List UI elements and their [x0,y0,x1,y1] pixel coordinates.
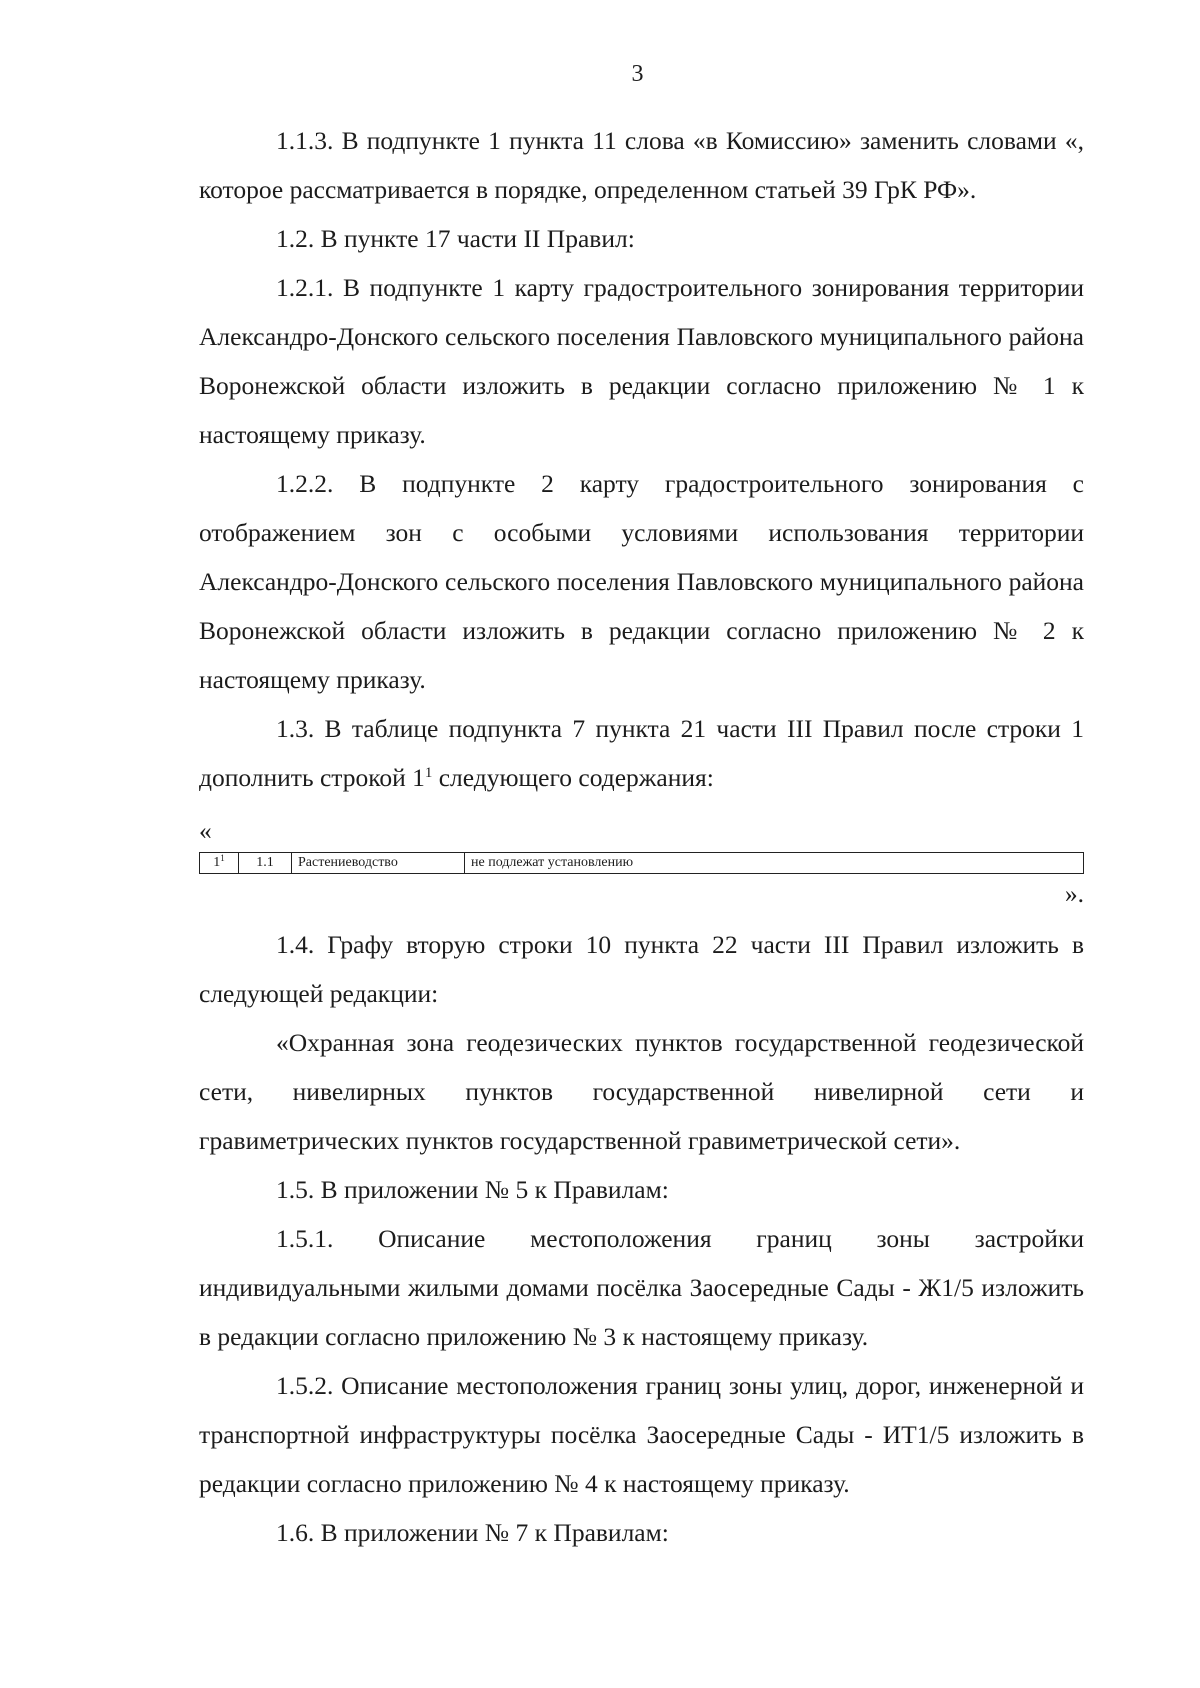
paragraph-1-3-text: 1.3. В таблице подпункта 7 пункта 21 части III Правил после строки 1 дополнить строкой 1 [199,714,1084,792]
paragraph-1-5-1: 1.5.1. Описание местоположения границ зоны застройки индивидуальными жилыми домами посёлка Заосередные Сады - Ж1/5 изложить в редакции согласно приложению № 3 к настоящему приказу. [199,1224,1084,1351]
paragraph-1-2-2: 1.2.2. В подпункте 2 карту градостроительного зонирования с отображением зон с особыми условиями использования территории Александро-Донского сельского поселения Павловского муниципального района Воронежской области изложить в редакции согласно приложению № 2 к настоящему приказу. [199,469,1084,694]
document-body [199,116,1084,1557]
table-cell-code: 1.1 [239,853,292,874]
table-cell-activity: Растениеводство [292,853,465,874]
quote-close-mark: ». [1064,879,1084,908]
quote-open-mark: « [199,816,212,845]
paragraph-1-5-2: 1.5.2. Описание местоположения границ зоны улиц, дорог, инженерной и транспортной инфраструктуры посёлка Заосередные Сады - ИТ1/5 изложить в редакции согласно приложению № 4 к настоящему приказу. [199,1371,1084,1498]
paragraph-1-6: 1.6. В приложении № 7 к Правилам: [276,1518,669,1547]
paragraph-1-5: 1.5. В приложении № 5 к Правилам: [276,1175,669,1204]
table-cell-number: $1^1$ [200,853,239,874]
paragraph-1-4-quote: «Охранная зона геодезических пунктов государственной геодезической сети, нивелирных пунктов государственной нивелирной сети и гравиметрических пунктов государственной гравиметрической сети». [199,1028,1084,1155]
superscript: 1 [424,765,433,781]
paragraph-1-3-tail: следующего содержания: [432,763,714,792]
paragraph-1-3 [199,704,1084,802]
paragraph-1-2-1: 1.2.1. В подпункте 1 карту градостроительного зонирования территории Александро-Донского сельского поселения Павловского муниципального района Воронежской области изложить в редакции согласно приложению № 1 к настоящему приказу. [199,273,1084,449]
paragraph-1-1-3: 1.1.3. В подпункте 1 пункта 11 слова «в Комиссию» заменить словами «, которое рассматривается в порядке, определенном статьей 39 ГрК РФ». [199,126,1084,204]
page-number: 3 [631,61,644,87]
table-row [200,853,1084,874]
inserted-table-row [199,852,1084,874]
paragraph-1-4: 1.4. Графу вторую строки 10 пункта 22 части III Правил изложить в следующей редакции: [199,930,1084,1008]
paragraph-1-2: 1.2. В пункте 17 части II Правил: [276,224,635,253]
table-cell-restriction: не подлежат установлению [465,853,1084,874]
